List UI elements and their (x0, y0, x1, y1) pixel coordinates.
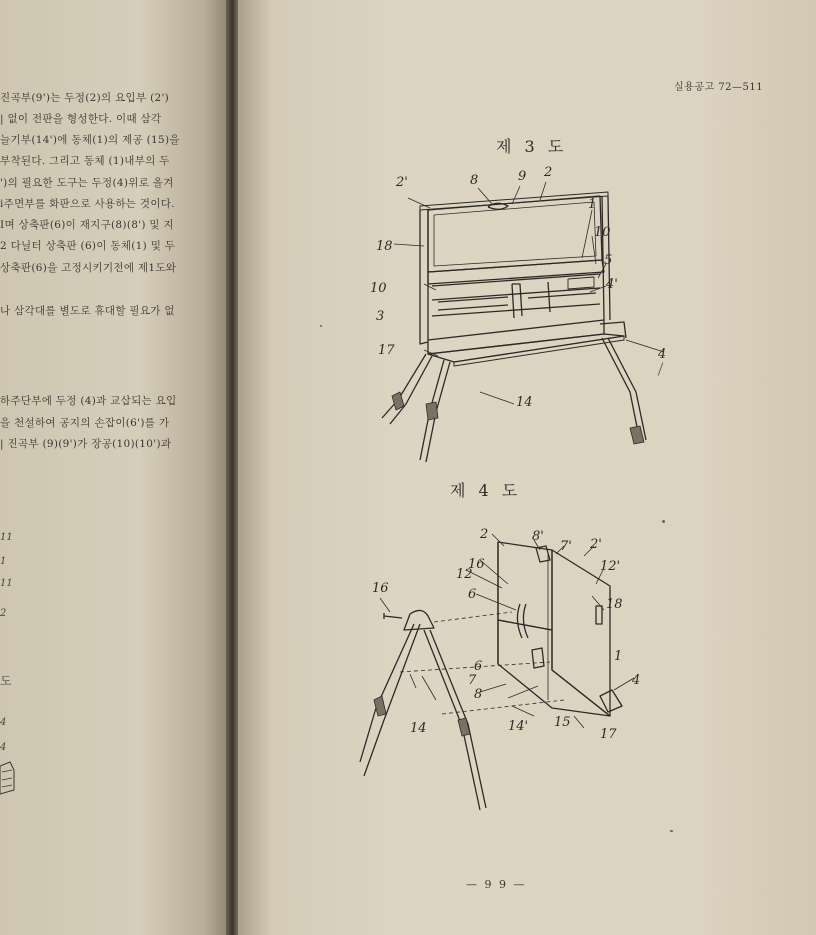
left-text-line: ')의 필요한 도구는 두정(4)위로 올겨 (0, 177, 174, 189)
fig4-label: 16 (468, 557, 485, 572)
fig3-label: 4' (606, 277, 618, 292)
fig3-label: 5 (604, 253, 613, 268)
fig3-label: 10 (370, 281, 387, 296)
fig3-label: 2' (396, 175, 408, 190)
fig3-label: 3 (376, 309, 385, 324)
fig4-label: 14 (410, 721, 427, 736)
figure3-drawing (368, 160, 688, 470)
figure4-drawing (356, 520, 676, 830)
left-text-line: 하주단부에 두정 (4)과 교삽되는 요입 (0, 395, 177, 407)
fig3-label: 4 (658, 347, 667, 362)
margin-mark: 4 (0, 717, 7, 728)
figure3-title: 제 3 도 (496, 137, 568, 156)
paper-speck (670, 830, 673, 832)
page-number: — 9 9 — (466, 878, 527, 891)
fig4-label: 1 (614, 649, 623, 664)
left-text-line: 상축판(6)을 고정시키기전에 제1도와 (0, 262, 177, 274)
paper-speck (320, 325, 322, 327)
margin-mark: 2 (0, 608, 7, 619)
left-text-line: 2 다닐터 상축판 (6)이 동체(1) 및 두 (0, 240, 176, 252)
fig4-label: 12 (456, 567, 473, 582)
left-text-line: | 진곡부 (9)(9')가 장공(10)(10')과 (0, 438, 172, 450)
fig4-label: 7 (468, 673, 477, 688)
left-text-line: 을 천설하여 공지의 손잡이(6')를 가 (0, 417, 170, 429)
fig4-label: 7' (560, 539, 572, 554)
page-header: 실용공고 72—511 (674, 82, 764, 93)
fig4-label: 4 (632, 673, 641, 688)
right-page (238, 0, 816, 935)
fig4-label: 8 (474, 687, 483, 702)
left-text-line: i주면부를 화판으로 사용하는 것이다. (0, 198, 175, 210)
fig3-label: 14 (516, 395, 533, 410)
fig4-label: 6 (468, 587, 477, 602)
left-text-line: 늘기부(14')에 동체(1)의 제공 (15)을 (0, 134, 180, 146)
fig4-label: 12' (600, 559, 621, 574)
fig3-label: 8 (470, 173, 479, 188)
figure4-title: 제 4 도 (450, 481, 522, 500)
fig3-label: 17 (378, 343, 395, 358)
fig4-label: 8' (532, 529, 544, 544)
left-page (0, 0, 232, 935)
margin-mark: 4 (0, 742, 7, 753)
left-text-line: 진곡부(9')는 두정(2)의 요입부 (2') (0, 92, 170, 104)
fig4-label: 14' (508, 719, 529, 734)
fig4-label: 17 (600, 727, 617, 742)
fig4-label: 2' (590, 537, 602, 552)
left-text-line: | 없이 전판을 형성한다. 이때 삼각 (0, 113, 162, 125)
fig4-label: 18 (606, 597, 623, 612)
partial-figure-drawing (0, 760, 20, 800)
margin-mark: 11 (0, 578, 13, 589)
margin-mark: 도 (0, 674, 12, 688)
fig3-label: 9 (518, 169, 527, 184)
fig4-label: 15 (554, 715, 571, 730)
left-text-line: 나 삼각대를 별도로 휴대할 필요가 없 (0, 305, 175, 317)
paper-speck (662, 520, 665, 523)
fig4-label: 2 (480, 527, 489, 542)
fig3-label: 2 (544, 165, 553, 180)
left-text-line: 부착된다. 그리고 동체 (1)내부의 두 (0, 155, 170, 167)
left-text-line: I며 상축판(6)이 재지구(8)(8') 및 지 (0, 219, 174, 231)
fig4-label: 16 (372, 581, 389, 596)
fig4-label: 6 (474, 659, 483, 674)
margin-mark: 1 (0, 556, 7, 567)
fig3-label: 10 (594, 225, 611, 240)
fig3-label: 1 (588, 197, 597, 212)
fig3-label: 18 (376, 239, 393, 254)
margin-mark: 11 (0, 532, 13, 543)
